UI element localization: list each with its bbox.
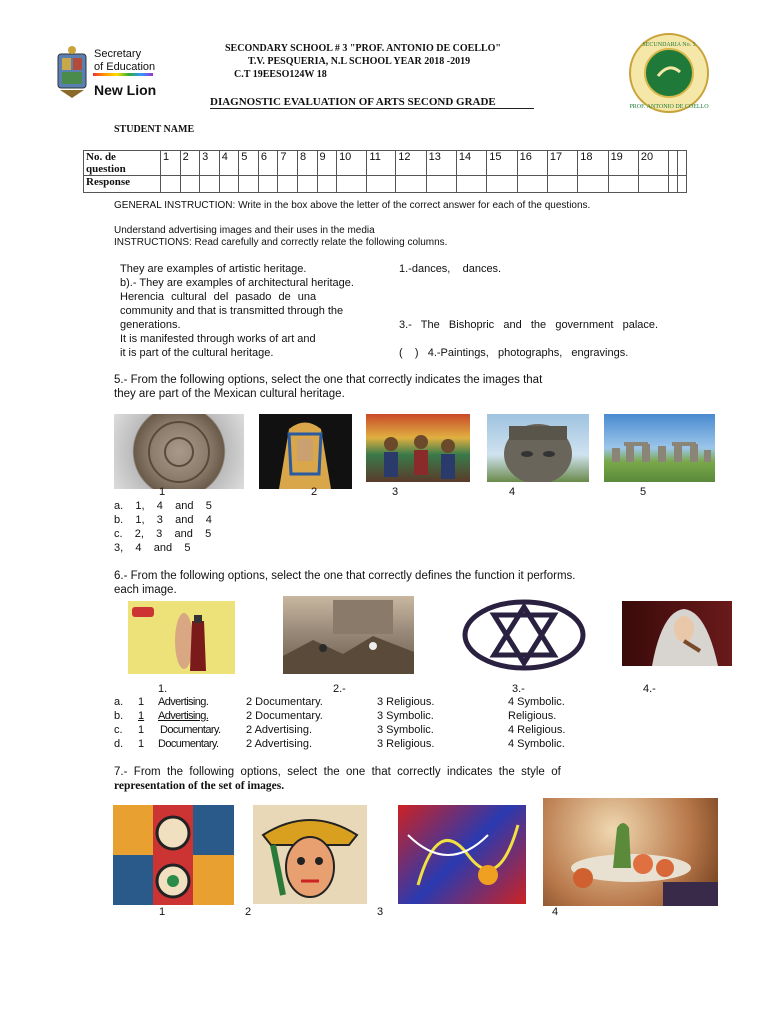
option-col4: 4 Religious. [508,724,566,736]
olmec-head-image [487,414,589,482]
q7-image-label: 1 [159,906,166,918]
option-col2: 2 Documentary. [246,710,323,722]
student-name-label: STUDENT NAME [114,124,195,135]
left-column-2: b).- They are examples of architectural heritage. [120,277,354,289]
secretary-text-1: Secretary [94,48,142,60]
option-col4: 4 Symbolic. [508,696,565,708]
q6-text-2: each image. [114,584,177,596]
response-cell[interactable] [317,176,337,193]
grid-number: 9 [317,151,337,176]
grid-number: 4 [219,151,239,176]
response-cell[interactable] [278,176,298,193]
q6-image-label: 1. [158,683,168,695]
left-column-5: generations. [120,319,181,331]
option-col2: 2 Advertising. [246,738,313,750]
grid-number: 3 [200,151,220,176]
virgin-mary-image [622,601,732,666]
q5-text-2: they are part of the Mexican cultural heritage. [114,388,345,400]
left-column-1: They are examples of artistic heritage. [120,263,307,275]
left-column-4: community and that is transmitted through the [120,305,344,317]
left-column-6: It is manifested through works of art and [120,333,316,345]
q5-option-d[interactable]: 3, 4 and 5 [114,542,191,554]
response-cell[interactable] [608,176,638,193]
response-cell[interactable] [219,176,239,193]
read-instruction: INSTRUCTIONS: Read carefully and correctly relate the following columns. [114,237,448,248]
q5-image-label: 5 [640,486,647,498]
svg-text:PROF. ANTONIO DE COELLO: PROF. ANTONIO DE COELLO [629,104,709,110]
grid-number: 6 [258,151,278,176]
school-location: T.V. PESQUERIA, N.L SCHOOL YEAR 2018 -2019 [248,56,471,67]
grid-number: 10 [337,151,367,176]
response-cell[interactable] [161,176,181,193]
response-cell[interactable] [456,176,486,193]
option-col1: Advertising. [158,710,209,722]
response-cell[interactable] [367,176,396,193]
response-cell[interactable] [337,176,367,193]
q6-option-a[interactable] [114,696,565,708]
general-instruction: GENERAL INSTRUCTION: Write in the box above the letter of the correct answer for each of the questions. [114,200,591,211]
q5-image-label: 1 [159,486,166,498]
option-num: 1 [138,738,145,750]
option-col3: 3 Religious. [377,738,435,750]
response-cell[interactable] [239,176,259,193]
response-cell[interactable] [180,176,200,193]
option-letter: b. [114,710,124,722]
cola-advertisement-image [128,601,235,674]
right-column-4: ( ) 4.-Paintings, photographs, engravings. [399,347,629,359]
q5-image-label: 3 [392,486,399,498]
grid-response-label: Response [84,176,161,193]
q5-image-label: 4 [509,486,516,498]
option-num: 1 [138,710,145,722]
q5-option-a[interactable]: a. 1, 4 and 5 [114,500,212,512]
q7-text-2: representation of the set of images. [114,780,285,792]
aztec-calendar-image [114,414,244,489]
q7-image-label: 2 [245,906,252,918]
abstract-painting-image [398,805,526,904]
still-life-image [543,798,718,906]
option-col1: Advertising. [158,696,209,708]
grid-number: 16 [517,151,547,176]
response-cell[interactable] [487,176,517,193]
grid-number: 18 [578,151,608,176]
grid-number: 13 [426,151,456,176]
left-column-3: Herencia cultural del pasado de una [120,291,317,303]
grid-number: 19 [608,151,638,176]
q5-text-1: 5.- From the following options, select the one that correctly indicates the images that [114,374,543,386]
response-cell[interactable] [669,176,678,193]
grid-number: 5 [239,151,259,176]
school-code: C.T 19EESO124W 18 [234,69,327,80]
option-letter: a. [114,696,124,708]
star-of-david-image [462,599,586,671]
q7-image-label: 3 [377,906,384,918]
response-cell[interactable] [547,176,577,193]
grid-number: 2 [180,151,200,176]
q7-text-1: 7.- From the following options, select the one that correctly indicates the style of [114,766,561,778]
q6-text-1: 6.- From the following options, select the one that correctly defines the function it performs. [114,570,576,582]
response-cell[interactable] [297,176,317,193]
grid-number [678,151,687,176]
grid-number: 14 [456,151,486,176]
cubist-portrait-image [253,805,367,904]
q6-image-label: 4.- [643,683,656,695]
q6-option-c[interactable] [114,724,565,736]
grid-number: 7 [278,151,298,176]
grid-number: 15 [487,151,517,176]
pharaoh-mask-image [259,414,352,489]
option-num: 1 [138,696,145,708]
geometric-abstract-image [113,805,234,905]
q6-option-b[interactable] [114,710,556,722]
grid-number: 1 [161,151,181,176]
understand-instruction: Understand advertising images and their uses in the media [114,225,375,236]
option-col4: Religious. [508,710,557,722]
answer-grid [83,150,687,193]
grid-number: 17 [547,151,577,176]
school-seal [628,32,710,114]
response-cell[interactable] [426,176,456,193]
response-cell[interactable] [578,176,608,193]
option-col2: 2 Advertising. [246,724,313,736]
svg-text:SECUNDARIA No. 3: SECUNDARIA No. 3 [642,42,696,48]
option-letter: c. [114,724,123,736]
grid-number: 20 [638,151,668,176]
response-cell[interactable] [258,176,278,193]
left-column-7: it is part of the cultural heritage. [120,347,274,359]
grid-number: 11 [367,151,396,176]
stonehenge-image [604,414,715,482]
q5-option-b[interactable]: b. 1, 3 and 4 [114,514,212,526]
q6-image-label: 2.- [333,683,346,695]
q6-image-label: 3.- [512,683,525,695]
state-logo [54,44,90,100]
option-col3: 3 Symbolic. [377,710,434,722]
page-title: DIAGNOSTIC EVALUATION OF ARTS SECOND GRADE [210,96,534,109]
option-col3: 3 Symbolic. [377,724,434,736]
school-name: SECONDARY SCHOOL # 3 "PROF. ANTONIO DE COELLO" [225,43,501,54]
grid-number: 8 [297,151,317,176]
response-cell[interactable] [517,176,547,193]
q5-option-c[interactable]: c. 2, 3 and 5 [114,528,212,540]
mural-painting-image [366,414,470,482]
secretary-text-2: of Education [94,61,156,73]
option-col2: 2 Documentary. [246,696,323,708]
q7-image-label: 4 [552,906,559,918]
color-bar [93,73,153,76]
grid-question-label: No. de question [84,151,161,176]
response-cell[interactable] [396,176,426,193]
option-col4: 4 Symbolic. [508,738,565,750]
response-cell[interactable] [200,176,220,193]
grid-number: 12 [396,151,426,176]
grid-number [669,151,678,176]
option-num: 1 [138,724,145,736]
right-column-3: 3.- The Bishopric and the government palace. [399,319,659,331]
q6-option-d[interactable] [114,738,565,750]
option-col1: Documentary. [160,724,221,736]
disaster-photo-image [283,596,414,674]
q5-image-label: 2 [311,486,318,498]
response-cell[interactable] [638,176,668,193]
option-letter: d. [114,738,124,750]
new-lion-text: New Lion [94,82,157,98]
option-col3: 3 Religious. [377,696,435,708]
option-col1: Documentary. [158,738,219,750]
response-cell[interactable] [678,176,687,193]
right-column-1: 1.-dances, dances. [399,263,502,275]
